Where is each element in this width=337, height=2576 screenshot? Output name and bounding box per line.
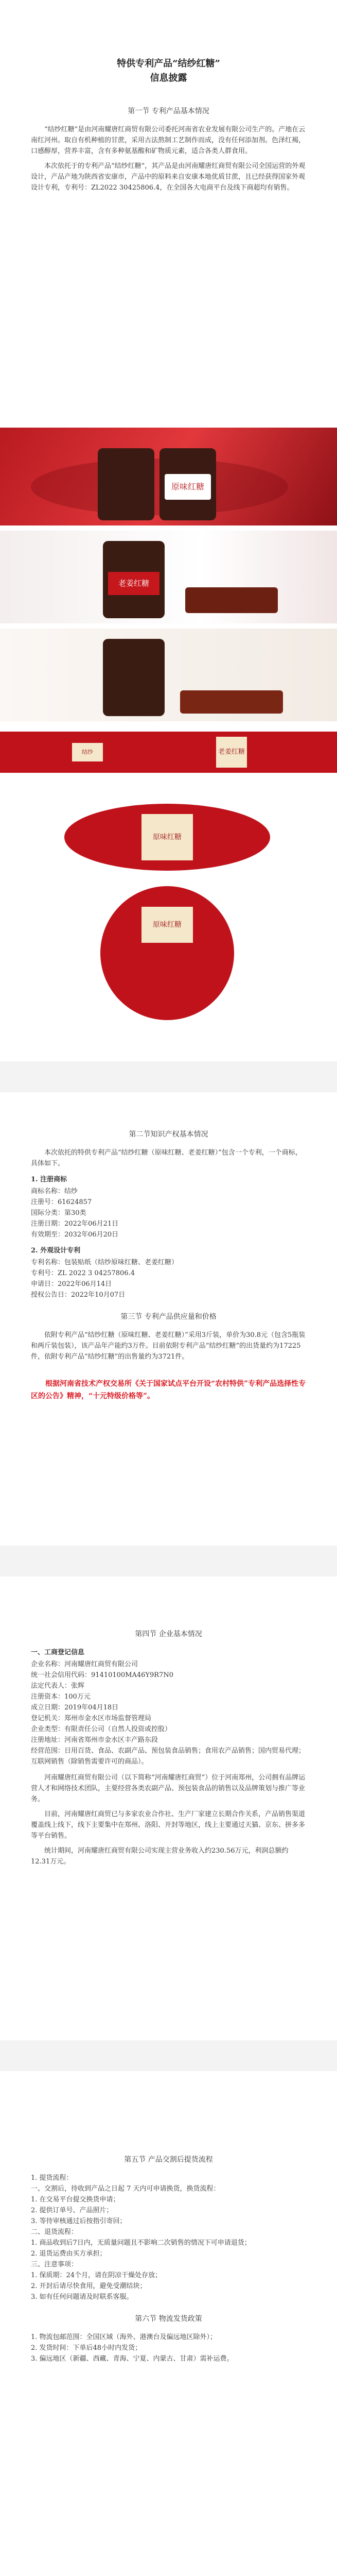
trademark-heading: 1. 注册商标: [31, 1176, 67, 1183]
sec1-paragraph-2: 本次依托于的专利产品“结纱红糖”，其产品是由河南耀唐红商贸有限公司全国运营的外观设计，产品产地为陕西省安康市，产品中的原料来自安康本地优质甘蔗，且已经获得国家外观设计专利，专利号：ZL2022 30425806.4，在全国各大电商平台及线下商超均有销售。: [31, 162, 306, 192]
red-notice: 根据河南省技术产权交易所《关于国家试点平台开设“农村特供”专利产品选择性专区的公告》精神，“十元特级价格等”。: [31, 1380, 306, 1400]
delivery-process: [31, 2173, 306, 2302]
company-line: 注册地址：河南省郑州市金水区丰产路东段: [31, 1736, 158, 1744]
delivery-item: 1. 提货流程：: [31, 2174, 73, 2182]
company-line: 注册资本：100万元: [31, 1693, 91, 1701]
round-label-1: [64, 804, 270, 871]
trademark-line: 注册号：61624857: [31, 1198, 92, 1206]
sec2-intro: 本次依托的特供专利产品“结纱红糖（原味红糖、老姜红糖）”包含一个专利，一个商标，具体如下。: [31, 1149, 302, 1167]
page-separator-3: [0, 2040, 337, 2071]
page-separator-2: [0, 1546, 337, 1577]
page-1: [0, 21, 337, 412]
sec3-heading: 第三节 专利产品供应量和价格: [120, 1313, 217, 1321]
delivery-item: 一、交割后，待收到产品之日起 7 天内可申请换货，换货流程：: [31, 2185, 220, 2193]
company-line: 法定代表人：张辉: [31, 1682, 85, 1690]
jar-left: [98, 448, 154, 520]
jar-label: 原味红糖: [165, 474, 211, 500]
patent-line: 授权公告日：2022年10月07日: [31, 1291, 126, 1299]
strip-label: 老姜红糖: [216, 737, 247, 768]
sugar-pieces-2: [180, 690, 283, 714]
trademark-details: [31, 1186, 306, 1240]
delivery-item: 3. 如有任何问题请及时联系客服。: [31, 2293, 133, 2301]
company-details: [31, 1659, 306, 1767]
trademark-line: 国际分类：第30类: [31, 1209, 86, 1217]
product-photo-3: [0, 629, 337, 721]
delivery-item: 2. 提供订单号、产品照片；: [31, 2207, 113, 2214]
sec4-heading: 第四节 企业基本情况: [135, 1630, 202, 1638]
delivery-item: 1. 商品收到后7日内，无质量问题且不影响二次销售的情况下可申请退货；: [31, 2239, 251, 2247]
patent-line: 申请日：2022年06月14日: [31, 1280, 112, 1288]
patent-line: 专利号：ZL 2022 3 04257806.4: [31, 1269, 135, 1277]
company-line: 经营范围：日用百货、食品、农副产品、预包装食品销售；食用农产品销售；国内贸易代理；互联网销售（除销售需要许可的商品）。: [31, 1747, 306, 1766]
patent-line: 专利名称：包装贴纸（结纱原味红糖、老姜红糖）: [31, 1259, 179, 1266]
sec1-heading: 第一节 专利产品基本情况: [128, 107, 209, 115]
page-separator-1: [0, 1061, 337, 1092]
jar-label-2: 老姜红糖: [108, 572, 159, 595]
product-photo-1: [0, 428, 337, 526]
company-paragraph-2: 目前，河南耀唐红商贸已与多家农业合作社、生产厂家建立长期合作关系，产品销售渠道覆盖线上线下，线下主要集中在郑州、洛阳、开封等地区，线上主要通过天猫、京东、拼多多等平台销售。: [31, 1810, 306, 1840]
page-3: [0, 1577, 337, 2040]
company-line: 登记机关：郑州市金水区市场监督管理局: [31, 1715, 152, 1722]
delivery-item: 2. 退货运费由买方承担；: [31, 2250, 107, 2258]
doc-title: 特供专利产品“结纱红糖”: [117, 58, 220, 69]
jar-photo-3: [103, 639, 165, 716]
sec5-heading: 第五节 产品交割后提货流程: [124, 2156, 213, 2164]
trademark-line: 有效期至：2032年06月20日: [31, 1231, 119, 1239]
sec2-heading: 第二节知识产权基本情况: [129, 1130, 208, 1139]
round-label-2: [100, 886, 234, 1020]
delivery-item: 三、注意事项：: [31, 2261, 78, 2268]
patent-details: [31, 1257, 306, 1300]
jar-photo-2: [103, 541, 165, 618]
company-line: 企业类型：有限责任公司（自然人投资或控股）: [31, 1725, 172, 1733]
company-line: 成立日期：2019年04月18日: [31, 1704, 119, 1711]
round-label-2-text: 原味红糖: [141, 907, 193, 943]
company-paragraph-1: 河南耀唐红商贸有限公司（以下简称“河南耀唐红商贸”）位于河南郑州，公司拥有品牌运营人才和网络技术团队，主要经营各类农副产品、预包装食品的销售以及品牌策划与推广等业务。: [31, 1774, 306, 1803]
logistics-policy: [31, 2332, 306, 2364]
product-photo-2: [0, 531, 337, 623]
company-heading: 一、工商登记信息: [31, 1649, 85, 1656]
round-label-1-text: 原味红糖: [141, 814, 193, 860]
logistics-item: 1. 物流包邮范围：全国区域（海外、港澳台及偏远地区除外）；: [31, 2333, 217, 2341]
logistics-item: 2. 发货时间：下单后48小时内发货；: [31, 2344, 142, 2352]
delivery-item: 二、退货流程：: [31, 2228, 78, 2236]
logistics-item: 3. 偏远地区（新疆、西藏、青海、宁夏、内蒙古、甘肃）需补运费。: [31, 2355, 234, 2363]
page-4: [0, 2071, 337, 2576]
jar-right: [159, 448, 216, 520]
company-line: 统一社会信用代码：91410100MA46Y9R7N0: [31, 1671, 173, 1679]
sec3-paragraph: 依附专利产品“结纱红糖（原味红糖、老姜红糖）”采用3斤装，单价为30.8元（包含5瓶装和两斤装包装），该产品年产能约3万件。目前依附专利产品“结纱红糖”的出货量约为17225件，依附专利产品“结纱红糖”的出售量约为3721件。: [31, 1331, 306, 1361]
delivery-item: 1. 保质期：24个月，请在阴凉干燥处存放；: [31, 2272, 162, 2279]
page-2: [0, 1092, 337, 1546]
sugar-pieces: [185, 587, 278, 613]
company-line: 企业名称：河南耀唐红商贸有限公司: [31, 1660, 138, 1668]
sec6-heading: 第六节 物流发货政策: [135, 2315, 202, 2323]
patent-heading: 2. 外观设计专利: [31, 1247, 81, 1255]
trademark-line: 商标名称：结纱: [31, 1188, 78, 1195]
doc-subtitle: 信息披露: [150, 73, 187, 83]
delivery-item: 1. 在交易平台提交换货申请；: [31, 2196, 120, 2204]
sec1-paragraph-1: “结纱红糖”是由河南耀唐红商贸有限公司委托河南省农业发展有限公司生产的。产地在云南红河州。取自有机种植的甘蔗，采用古法熬制工艺制作而成，没有任何添加剂。色泽红褐，口感醇厚，营养丰富，含有多种氨基酸和矿物质元素，适合各类人群食用。: [31, 126, 306, 155]
brand-badge: 结纱: [72, 743, 103, 761]
delivery-item: 3. 等待审核通过后按指引寄回；: [31, 2217, 127, 2225]
company-paragraph-3: 统计期间，河南耀唐红商贸有限公司实现主营业务收入约230.56万元，利润总额约12.31万元。: [31, 1847, 289, 1866]
label-strip: [0, 732, 337, 773]
trademark-line: 注册日期：2022年06月21日: [31, 1220, 119, 1228]
delivery-item: 2. 开封后请尽快食用，避免受潮结块；: [31, 2282, 147, 2290]
